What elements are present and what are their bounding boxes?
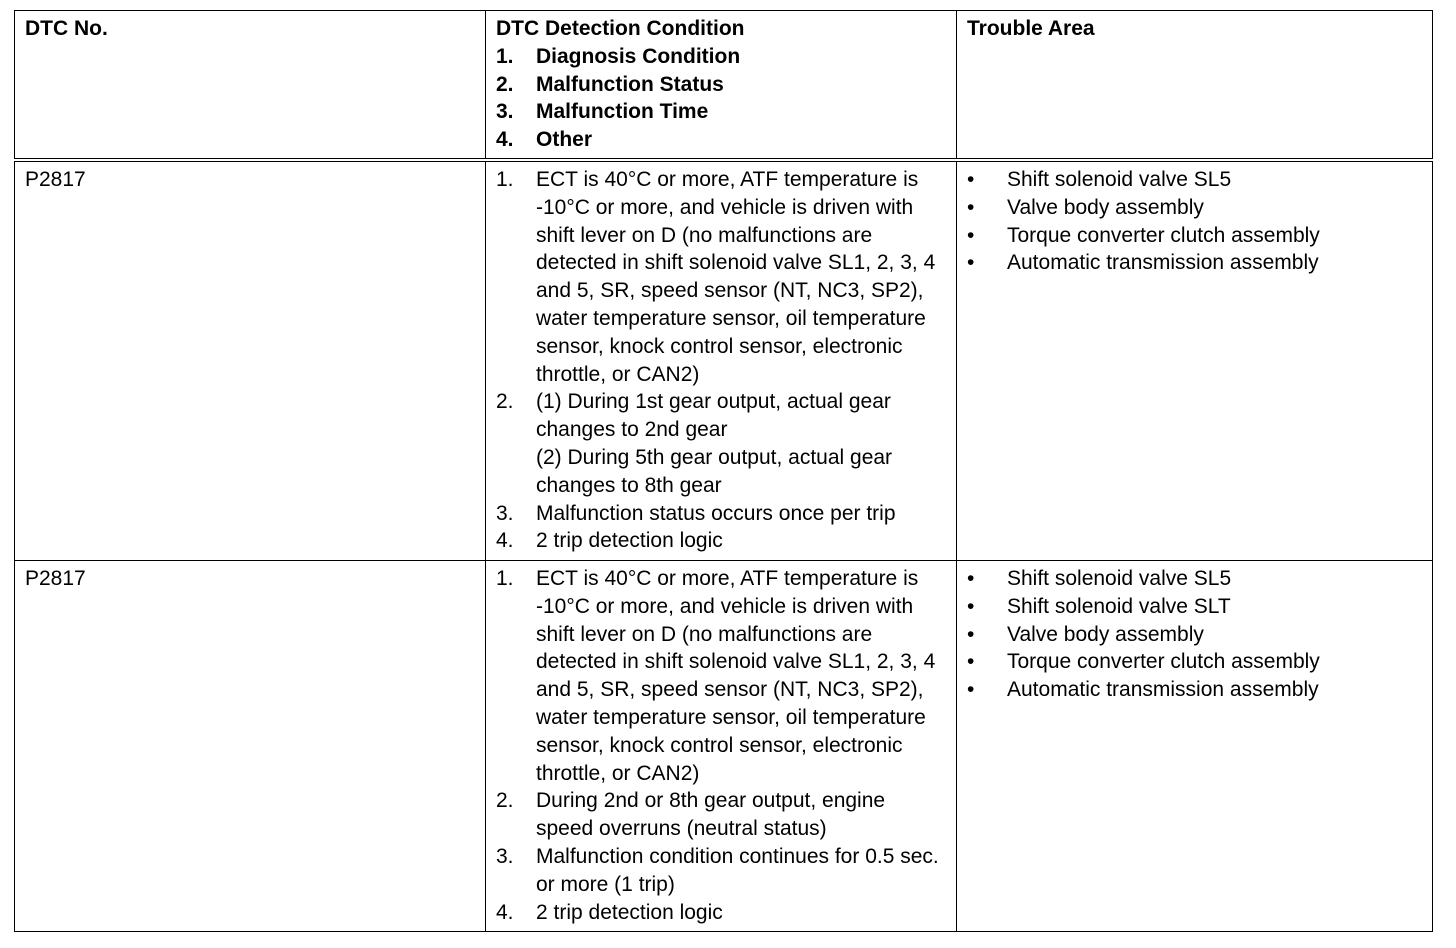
trouble-area-cell bbox=[957, 160, 1433, 561]
header-condition-item bbox=[496, 71, 946, 99]
item-number: 4. bbox=[496, 128, 514, 152]
bullet-icon: • bbox=[967, 594, 975, 618]
header-trouble-area: Trouble Area bbox=[957, 11, 1433, 160]
item-text-continued: (2) During 5th gear output, actual gear changes to 8th gear bbox=[536, 445, 893, 497]
header-condition-item bbox=[496, 126, 946, 154]
condition-item bbox=[496, 166, 946, 388]
dtc-cell: P2817 bbox=[15, 160, 486, 561]
trouble-area-item bbox=[967, 648, 1422, 676]
item-text: Torque converter clutch assembly bbox=[1007, 223, 1320, 247]
item-text: (1) During 1st gear output, actual gear changes to 2nd gear bbox=[536, 390, 891, 442]
item-text: Shift solenoid valve SL5 bbox=[1007, 167, 1232, 191]
item-text: 2 trip detection logic bbox=[536, 900, 723, 924]
bullet-icon: • bbox=[967, 566, 975, 590]
item-number: 3. bbox=[496, 501, 514, 525]
item-text: Valve body assembly bbox=[1007, 195, 1204, 219]
trouble-area-item bbox=[967, 249, 1422, 277]
item-number: 3. bbox=[496, 844, 514, 868]
item-text: Malfunction condition continues for 0.5 sec. or more (1 trip) bbox=[536, 844, 939, 896]
item-number: 4. bbox=[496, 529, 514, 553]
dtc-cell: P2817 bbox=[15, 560, 486, 931]
trouble-area-item bbox=[967, 194, 1422, 222]
item-number: 2. bbox=[496, 789, 514, 813]
table-row bbox=[15, 160, 1433, 561]
item-text: ECT is 40°C or more, ATF temperature is -10°C or more, and vehicle is driven with shift lever on D (no malfunctions are detected in shift solenoid valve SL1, 2, 3, 4 and 5, SR, speed sensor (NT, NC3, SP2), water temperature sensor, oil temperature sensor, knock control sensor, electronic throttle, or CAN2) bbox=[536, 167, 936, 386]
condition-item bbox=[496, 388, 946, 499]
item-text: During 2nd or 8th gear output, engine speed overruns (neutral status) bbox=[536, 789, 886, 841]
item-text: Valve body assembly bbox=[1007, 622, 1204, 646]
header-condition-title: DTC Detection Condition bbox=[496, 17, 745, 40]
condition-list bbox=[496, 166, 946, 555]
condition-list bbox=[496, 565, 946, 926]
header-condition-list bbox=[496, 43, 946, 154]
trouble-area-item bbox=[967, 676, 1422, 704]
trouble-area-item bbox=[967, 222, 1422, 250]
item-text: Other bbox=[536, 128, 593, 152]
table-row bbox=[15, 560, 1433, 931]
condition-item bbox=[496, 899, 946, 927]
item-text: Automatic transmission assembly bbox=[1007, 678, 1319, 702]
table-body bbox=[15, 160, 1433, 932]
table-header bbox=[15, 11, 1433, 160]
header-condition-item bbox=[496, 98, 946, 126]
condition-item bbox=[496, 787, 946, 843]
trouble-area-item bbox=[967, 621, 1422, 649]
header-detection-condition bbox=[486, 11, 957, 160]
header-dtc-no: DTC No. bbox=[15, 11, 486, 160]
trouble-area-list bbox=[967, 565, 1422, 704]
header-row bbox=[15, 11, 1433, 160]
condition-item bbox=[496, 565, 946, 787]
condition-cell bbox=[486, 160, 957, 561]
condition-cell bbox=[486, 560, 957, 931]
item-text: Automatic transmission assembly bbox=[1007, 251, 1319, 275]
header-condition-item bbox=[496, 43, 946, 71]
item-number: 1. bbox=[496, 167, 514, 191]
bullet-icon: • bbox=[967, 223, 975, 247]
bullet-icon: • bbox=[967, 650, 975, 674]
dtc-table bbox=[14, 10, 1433, 932]
trouble-area-cell bbox=[957, 560, 1433, 931]
item-text: Shift solenoid valve SLT bbox=[1007, 594, 1231, 618]
bullet-icon: • bbox=[967, 622, 975, 646]
item-text: ECT is 40°C or more, ATF temperature is -10°C or more, and vehicle is driven with shift lever on D (no malfunctions are detected in shift solenoid valve SL1, 2, 3, 4 and 5, SR, speed sensor (NT, NC3, SP2), water temperature sensor, oil temperature sensor, knock control sensor, electronic throttle, or CAN2) bbox=[536, 566, 936, 785]
trouble-area-list bbox=[967, 166, 1422, 277]
bullet-icon: • bbox=[967, 195, 975, 219]
item-number: 1. bbox=[496, 566, 514, 590]
item-text: Malfunction status occurs once per trip bbox=[536, 501, 896, 525]
trouble-area-item bbox=[967, 565, 1422, 593]
bullet-icon: • bbox=[967, 251, 975, 275]
item-text: Malfunction Status bbox=[536, 72, 724, 96]
item-number: 2. bbox=[496, 72, 514, 96]
item-text: Diagnosis Condition bbox=[536, 44, 741, 68]
item-number: 4. bbox=[496, 900, 514, 924]
item-text: Torque converter clutch assembly bbox=[1007, 650, 1320, 674]
item-text: 2 trip detection logic bbox=[536, 529, 723, 553]
item-number: 1. bbox=[496, 44, 514, 68]
item-text: Shift solenoid valve SL5 bbox=[1007, 566, 1232, 590]
trouble-area-item bbox=[967, 166, 1422, 194]
bullet-icon: • bbox=[967, 167, 975, 191]
item-text: Malfunction Time bbox=[536, 100, 709, 124]
trouble-area-item bbox=[967, 593, 1422, 621]
condition-item bbox=[496, 527, 946, 555]
bullet-icon: • bbox=[967, 678, 975, 702]
item-number: 3. bbox=[496, 100, 514, 124]
condition-item bbox=[496, 500, 946, 528]
item-number: 2. bbox=[496, 390, 514, 414]
condition-item bbox=[496, 843, 946, 899]
